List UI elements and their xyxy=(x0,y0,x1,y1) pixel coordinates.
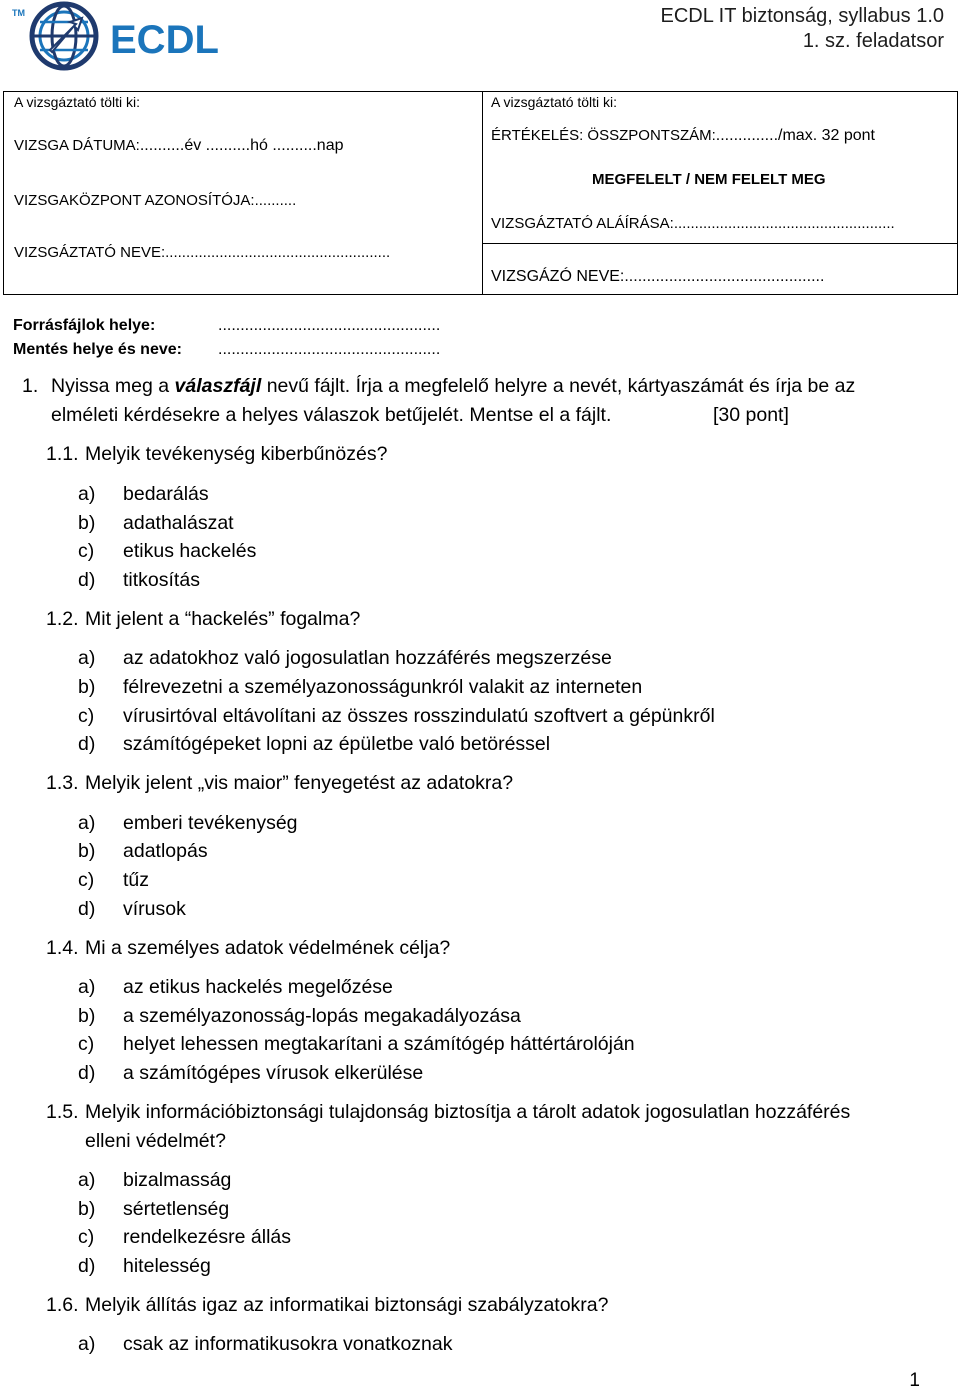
option-letter: d) xyxy=(78,1062,96,1084)
option-letter: b) xyxy=(78,1198,96,1220)
answer-option[interactable]: tűz xyxy=(123,869,150,891)
question-text: Melyik információbiztonsági tulajdonság biztosítja a tárolt adatok jogosulatlan hozzáférés xyxy=(85,1101,851,1123)
page-number: 1 xyxy=(909,1370,920,1389)
exam-center-field[interactable] xyxy=(14,192,296,209)
question-text: Melyik állítás igaz az informatikai biztonsági szabályzatokra? xyxy=(85,1294,609,1316)
signature-field[interactable] xyxy=(491,215,895,232)
option-letter: c) xyxy=(78,1033,95,1055)
task-text-after: nevű fájlt. Írja a megfelelő helyre a nevét, kártyaszámát és írja be az xyxy=(261,375,856,397)
option-letter: d) xyxy=(78,898,96,920)
question-number: 1.5. xyxy=(46,1101,79,1123)
result-options[interactable]: MEGFELELT / NEM FELELT MEG xyxy=(592,171,826,188)
signature-value: ..................................................... xyxy=(673,215,895,232)
candidate-name-label: VIZSGÁZÓ NEVE: xyxy=(491,268,625,285)
score-field[interactable] xyxy=(491,127,875,145)
answer-option[interactable]: etikus hackelés xyxy=(123,540,257,562)
answer-option[interactable]: bizalmasság xyxy=(123,1169,232,1191)
task-instruction-line2: elméleti kérdésekre a helyes válaszok betűjelét. Mentse el a fájlt. xyxy=(51,404,612,426)
exam-date-label: VIZSGA DÁTUMA: xyxy=(14,137,140,154)
answer-option[interactable]: titkosítás xyxy=(123,569,200,591)
right-caption: A vizsgáztató tölti ki: xyxy=(491,94,618,110)
option-letter: a) xyxy=(78,647,96,669)
answer-option[interactable]: emberi tevékenység xyxy=(123,812,298,834)
option-letter: a) xyxy=(78,483,96,505)
answer-option[interactable]: az etikus hackelés megelőzése xyxy=(123,976,393,998)
save-location-label: Mentés helye és neve: xyxy=(13,341,182,358)
answer-option[interactable]: helyet lehessen megtakarítani a számítógép háttértárolóján xyxy=(123,1033,635,1055)
candidate-name-field[interactable] xyxy=(491,268,824,286)
option-letter: a) xyxy=(78,1333,96,1355)
exam-date-value: ..........év ..........hó ..........nap xyxy=(139,137,344,154)
left-caption: A vizsgáztató tölti ki: xyxy=(14,94,141,110)
answer-option[interactable]: számítógépeket lopni az épületbe való betöréssel xyxy=(123,733,551,755)
question-text: Mit jelent a “hackelés” fogalma? xyxy=(85,608,361,630)
task-points: [30 pont] xyxy=(713,404,789,426)
answer-option[interactable]: hitelesség xyxy=(123,1255,211,1277)
score-value: ............../max. 32 pont xyxy=(715,127,875,144)
signature-label: VIZSGÁZTATÓ ALÁÍRÁSA: xyxy=(491,215,674,232)
question-number: 1.1. xyxy=(46,443,79,465)
option-letter: b) xyxy=(78,512,96,534)
header-title: ECDL IT biztonság, syllabus 1.0 xyxy=(660,5,944,27)
option-letter: d) xyxy=(78,569,96,591)
question-number: 1.4. xyxy=(46,937,79,959)
answer-option[interactable]: sértetlenség xyxy=(123,1198,230,1220)
question-text: Melyik jelent „vis maior” fenyegetést az adatokra? xyxy=(85,772,514,794)
option-letter: a) xyxy=(78,812,96,834)
answer-option[interactable]: a számítógépes vírusok elkerülése xyxy=(123,1062,424,1084)
question-text: Mi a személyes adatok védelmének célja? xyxy=(85,937,451,959)
logo-text: ECDL xyxy=(110,18,219,62)
question-text-line2: elleni védelmét? xyxy=(85,1130,226,1152)
task-instruction xyxy=(51,375,855,398)
logo-tm: TM xyxy=(12,8,25,18)
exam-center-value: .......... xyxy=(254,192,297,209)
option-letter: a) xyxy=(78,1169,96,1191)
exam-center-label: VIZSGAKÖZPONT AZONOSÍTÓJA: xyxy=(14,192,255,209)
exam-form-box xyxy=(3,91,958,295)
answer-option[interactable]: félrevezetni a személyazonosságunkról valakit az interneten xyxy=(123,676,643,698)
option-letter: c) xyxy=(78,705,95,727)
candidate-name-value: ............................................. xyxy=(624,268,825,285)
form-row-divider xyxy=(483,243,958,244)
option-letter: d) xyxy=(78,1255,96,1277)
question-text: Melyik tevékenység kiberbűnözés? xyxy=(85,443,388,465)
examiner-name-value: ...................................................... xyxy=(165,244,391,261)
answer-option[interactable]: adathalászat xyxy=(123,512,234,534)
answer-option[interactable]: vírusirtóval eltávolítani az összes rosszindulatú szoftvert a gépünkről xyxy=(123,705,715,727)
form-divider xyxy=(482,92,483,294)
answer-option[interactable]: csak az informatikusokra vonatkoznak xyxy=(123,1333,453,1355)
question-number: 1.3. xyxy=(46,772,79,794)
answer-option[interactable]: a személyazonosság-lopás megakadályozása xyxy=(123,1005,521,1027)
answer-option[interactable]: rendelkezésre állás xyxy=(123,1226,292,1248)
question-number: 1.6. xyxy=(46,1294,79,1316)
examiner-name-field[interactable] xyxy=(14,244,390,261)
exam-date-field[interactable] xyxy=(14,137,344,155)
save-location-value[interactable]: .................................................. xyxy=(218,341,441,358)
option-letter: a) xyxy=(78,976,96,998)
option-letter: b) xyxy=(78,1005,96,1027)
score-label: ÉRTÉKELÉS: ÖSSZPONTSZÁM: xyxy=(491,127,716,144)
task-text-before: Nyissa meg a xyxy=(51,375,175,397)
source-files-value[interactable]: .................................................. xyxy=(218,317,441,334)
question-number: 1.2. xyxy=(46,608,79,630)
option-letter: c) xyxy=(78,540,95,562)
ecdl-logo xyxy=(12,0,242,72)
option-letter: b) xyxy=(78,676,96,698)
option-letter: d) xyxy=(78,733,96,755)
examiner-name-label: VIZSGÁZTATÓ NEVE: xyxy=(14,244,166,261)
option-letter: c) xyxy=(78,1226,95,1248)
task-file-name: válaszfájl xyxy=(174,375,262,397)
document-header xyxy=(661,4,944,54)
header-subtitle: 1. sz. feladatsor xyxy=(802,30,944,52)
answer-option[interactable]: vírusok xyxy=(123,898,186,920)
source-files-label: Forrásfájlok helye: xyxy=(13,317,156,334)
option-letter: c) xyxy=(78,869,95,891)
task-number: 1. xyxy=(22,375,39,397)
answer-option[interactable]: adatlopás xyxy=(123,840,208,862)
answer-option[interactable]: az adatokhoz való jogosulatlan hozzáférés megszerzése xyxy=(123,647,612,669)
option-letter: b) xyxy=(78,840,96,862)
answer-option[interactable]: bedarálás xyxy=(123,483,209,505)
